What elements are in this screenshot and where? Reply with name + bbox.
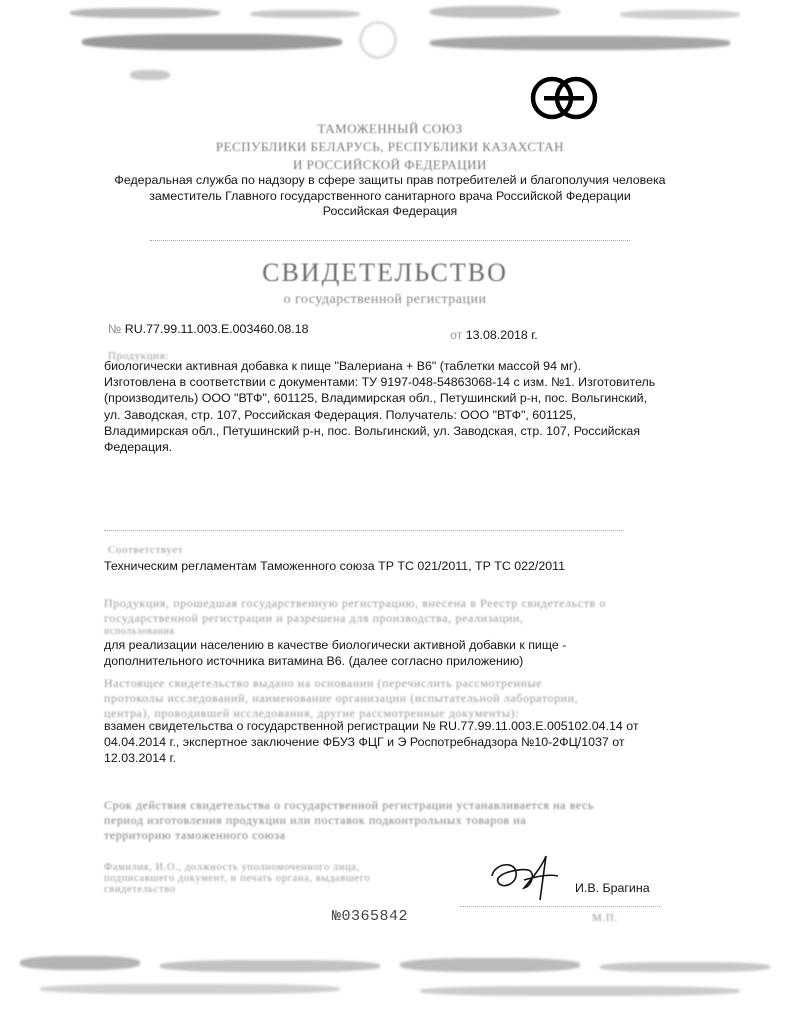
basis-faint-line-3: центра), проводившей исследования, другие рассмотренные документы): [104, 706, 520, 720]
union-line-3: И РОССИЙСКОЙ ФЕДЕРАЦИИ [293, 157, 487, 172]
basis-faint-line-2: протоколы исследований, наименование организации (испытательной лаборатории, [104, 691, 579, 705]
union-line-1: ТАМОЖЕННЫЙ СОЮЗ [317, 121, 463, 136]
document-title: СВИДЕТЕЛЬСТВО [262, 258, 508, 287]
registration-date-prefix: от [450, 328, 463, 342]
validity-block [104, 798, 664, 843]
compliance-label: Соответствует [108, 544, 184, 556]
union-header [160, 120, 620, 174]
conformity-logo-icon [530, 76, 598, 120]
bottom-scan-noise [0, 940, 791, 1024]
scope-text: для реализации населению в качестве биологически активной добавки к пище - дополнительного источника витамина В6. (далее согласно приложению) [104, 638, 567, 669]
validity-line-1: Срок действия свидетельства о государственной регистрации устанавливается на весь [104, 798, 595, 812]
signatory-faint-line-3: свидетельство [104, 884, 176, 895]
registration-date [450, 328, 538, 342]
registration-number-value: RU.77.99.11.003.Е.003460.08.18 [124, 322, 309, 336]
registration-number [108, 322, 308, 336]
registration-date-value: 13.08.2018 г. [465, 328, 538, 342]
top-scan-noise [0, 0, 791, 110]
scope-faint-line-3: использования [104, 626, 175, 637]
product-description: биологически активная добавка к пище "Валериана + В6" (таблетки массой 94 мг). Изготовлена в соответствии с документами: ТУ 9197-048-54863068-14 с изм. №1. Изготовитель (производитель) ООО "ВТФ", 601125, Владимирская обл., Петушинский р-н, пос. Вольгинский, ул. Заводская, стр. 107, Российская Федерация. Получатель: ООО "ВТФ", 601125, Владимирская обл., Петушинский р-н, пос. Вольгинский, ул. Заводская, стр. 107, Российская Федерация. [104, 359, 656, 455]
document-subtitle: о государственной регистрации [283, 292, 487, 307]
basis-faint-line-1: Настоящее свидетельство выдано на основании (перечислить рассмотренные [104, 676, 543, 690]
handwritten-signature [484, 846, 574, 908]
product-label: Продукция: [108, 350, 169, 362]
compliance-text: Техническим регламентам Таможенного союза ТР ТС 021/2011, ТР ТС 022/2011 [104, 559, 566, 573]
authority-line-3: Российская Федерация [322, 204, 458, 218]
union-line-2: РЕСПУБЛИКИ БЕЛАРУСЬ, РЕСПУБЛИКИ КАЗАХСТАН [215, 139, 565, 154]
authority-line-2: заместитель Главного государственного санитарного врача Российской Федерации [149, 188, 631, 203]
conformity-logo [530, 76, 598, 120]
validity-line-3: территорию таможенного союза [104, 828, 286, 842]
signatory-faint-line-2: подписавшего документ, и печать органа, выдавшего [104, 873, 371, 884]
serial-number: №0365842 [332, 908, 409, 925]
signatory-faint-line-1: Фамилия, И.О., должность уполномоченного лица, [104, 862, 360, 873]
registration-number-prefix: № [108, 322, 122, 336]
basis-faint-block [104, 676, 664, 721]
scope-faint-block [104, 596, 664, 637]
basis-text: взамен свидетельства о государственной регистрации № RU.77.99.11.003.Е.005102.04.14 от 04.04.2014 г., экспертное заключение ФБУЗ ФЦГ и Э Роспотребнадзора №10-2ФЦ/1037 от 12.03.2014 г. [104, 719, 639, 766]
authority-line-1: Федеральная служба по надзору в сфере защиты прав потребителей и благополучия человека [114, 173, 666, 187]
validity-line-2: период изготовления продукции или поставок подконтрольных товаров на [104, 813, 527, 827]
scope-faint-line-1: Продукция, прошедшая государственную регистрацию, внесена в Реестр свидетельств о [104, 596, 607, 610]
issuing-authority [90, 173, 690, 220]
signatory-faint-block [104, 862, 434, 895]
stamp-caption: М.П. [592, 912, 618, 924]
signature-scribble-icon [484, 846, 574, 908]
scope-faint-line-2: государственной регистрации и разрешена для производства, реализации, [104, 611, 524, 625]
signatory-name: И.В. Брагина [575, 881, 650, 895]
